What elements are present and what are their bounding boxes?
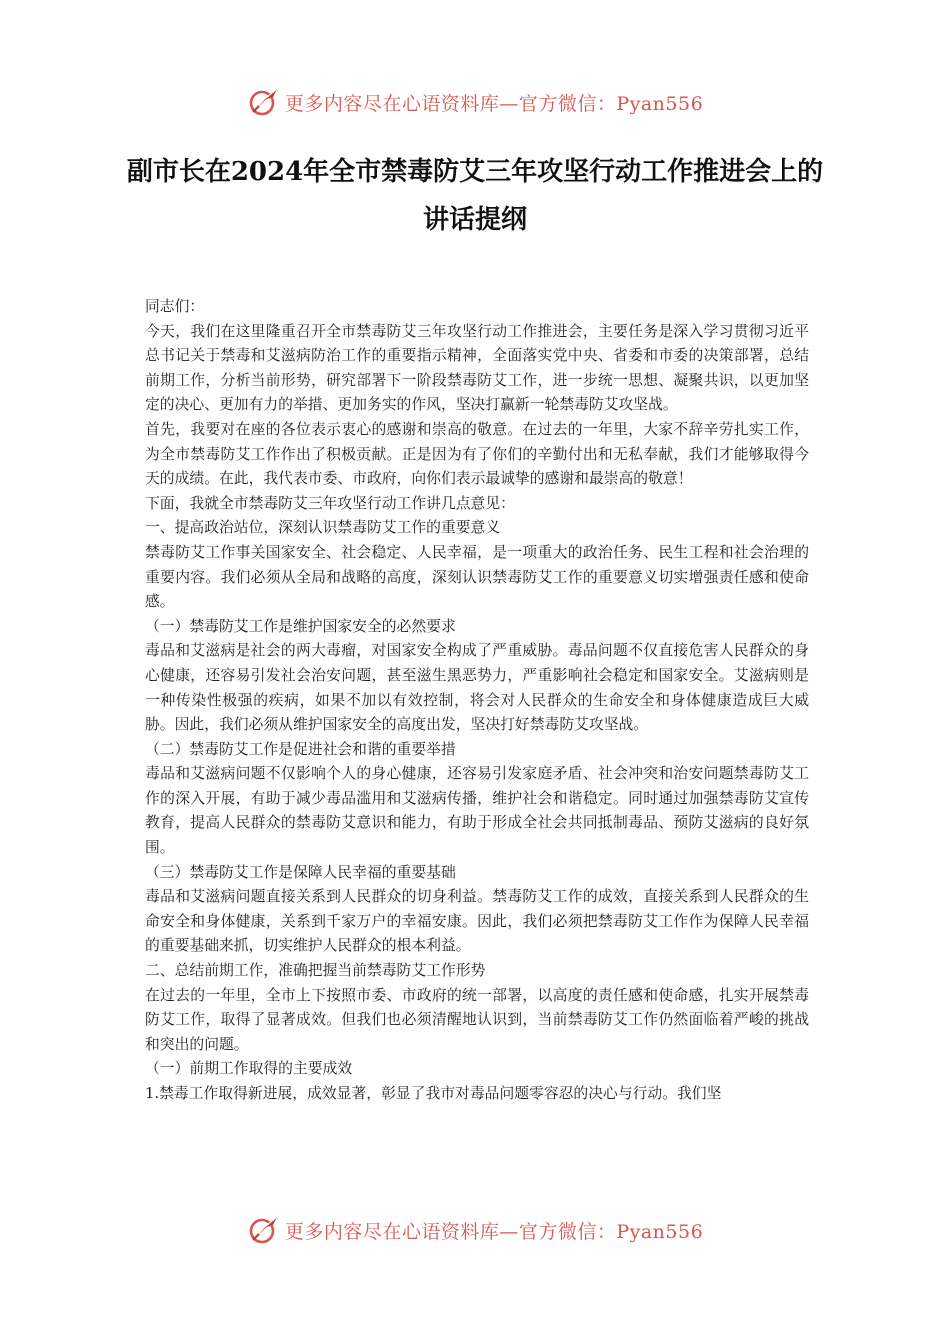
- footer-banner: [0, 1210, 950, 1250]
- paragraph: 禁毒防艾工作事关国家安全、社会稳定、人民幸福，是一项重大的政治任务、民生工程和社会治理的重要内容。我们必须从全局和战略的高度，深刻认识禁毒防艾工作的重要意义切实增强责任感和使命感。: [145, 543, 809, 611]
- quill-logo-icon: [247, 85, 281, 119]
- document-body: [145, 295, 809, 1107]
- section-heading: 一、提高政治站位，深刻认识禁毒防艾工作的重要意义: [145, 519, 501, 537]
- paragraph: 毒品和艾滋病问题直接关系到人民群众的切身利益。禁毒防艾工作的成效，直接关系到人民群众的生命安全和身体健康，关系到千家万户的幸福安康。因此，我们必须把禁毒防艾工作作为保障人民幸福的重要基础来抓，切实维护人民群众的根本利益。: [145, 888, 809, 955]
- paragraph: 1.禁毒工作取得新进展，成效显著，彰显了我市对毒品问题零容忍的决心与行动。我们坚: [145, 1085, 722, 1102]
- subsection-heading: （三）禁毒防艾工作是保障人民幸福的重要基础: [145, 863, 456, 881]
- paragraph: 同志们：: [145, 298, 205, 315]
- paragraph: 今天，我们在这里隆重召开全市禁毒防艾三年攻坚行动工作推进会，主要任务是深入学习贯彻习近平总书记关于禁毒和艾滋病防治工作的重要指示精神，全面落实党中央、省委和市委的决策部署，总结前期工作，分析当前形势，研究部署下一阶段禁毒防艾工作，进一步统一思想、凝聚共识，以更加坚定的决心、更加有力的举措、更加务实的作风，坚决打赢新一轮禁毒防艾攻坚战。: [145, 322, 809, 414]
- subsection-heading: （二）禁毒防艾工作是促进社会和谐的重要举措: [145, 740, 456, 758]
- section-heading: 二、总结前期工作，准确把握当前禁毒防艾工作形势: [145, 962, 486, 980]
- banner-text: 更多内容尽在心语资料库—官方微信：Pyan556: [284, 1220, 704, 1243]
- subsection-heading: （一）前期工作取得的主要成效: [145, 1060, 353, 1078]
- paragraph: 在过去的一年里，全市上下按照市委、市政府的统一部署，以高度的责任感和使命感，扎实开展禁毒防艾工作，取得了显著成效。但我们也必须清醒地认识到，当前禁毒防艾工作仍然面临着严峻的挑战和突出的问题。: [145, 986, 809, 1053]
- subsection-heading: （一）禁毒防艾工作是维护国家安全的必然要求: [145, 617, 456, 635]
- paragraph: 下面，我就全市禁毒防艾三年攻坚行动工作讲几点意见：: [145, 494, 515, 512]
- quill-logo-icon: [247, 1213, 281, 1247]
- document-title: 副市长在2024年全市禁毒防艾三年攻坚行动工作推进会上的讲话提纲: [126, 157, 824, 235]
- paragraph: 首先，我要对在座的各位表示衷心的感谢和崇高的敬意。在过去的一年里，大家不辞辛劳扎实工作，为全市禁毒防艾工作作出了积极贡献。正是因为有了你们的辛勤付出和无私奉献，我们才能够取得今天的成绩。在此，我代表市委、市政府，向你们表示最诚挚的感谢和最崇高的敬意！: [145, 420, 809, 488]
- paragraph: 毒品和艾滋病是社会的两大毒瘤，对国家安全构成了严重威胁。毒品问题不仅直接危害人民群众的身心健康，还容易引发社会治安问题，甚至滋生黑恶势力，严重影响社会稳定和国家安全。艾滋病则是一种传染性极强的疾病，如果不加以有效控制，将会对人民群众的生命安全和身体健康造成巨大威胁。因此，我们必须从维护国家安全的高度出发，坚决打好禁毒防艾攻坚战。: [145, 642, 809, 734]
- header-banner: [0, 82, 950, 122]
- paragraph: 毒品和艾滋病问题不仅影响个人的身心健康，还容易引发家庭矛盾、社会冲突和治安问题禁毒防艾工作的深入开展，有助于减少毒品滥用和艾滋病传播，维护社会和谐稳定。同时通过加强禁毒防艾宣传教育，提高人民群众的禁毒防艾意识和能力，有助于形成全社会共同抵制毒品、预防艾滋病的良好氛围。: [145, 765, 809, 857]
- banner-text: 更多内容尽在心语资料库—官方微信：Pyan556: [284, 92, 704, 115]
